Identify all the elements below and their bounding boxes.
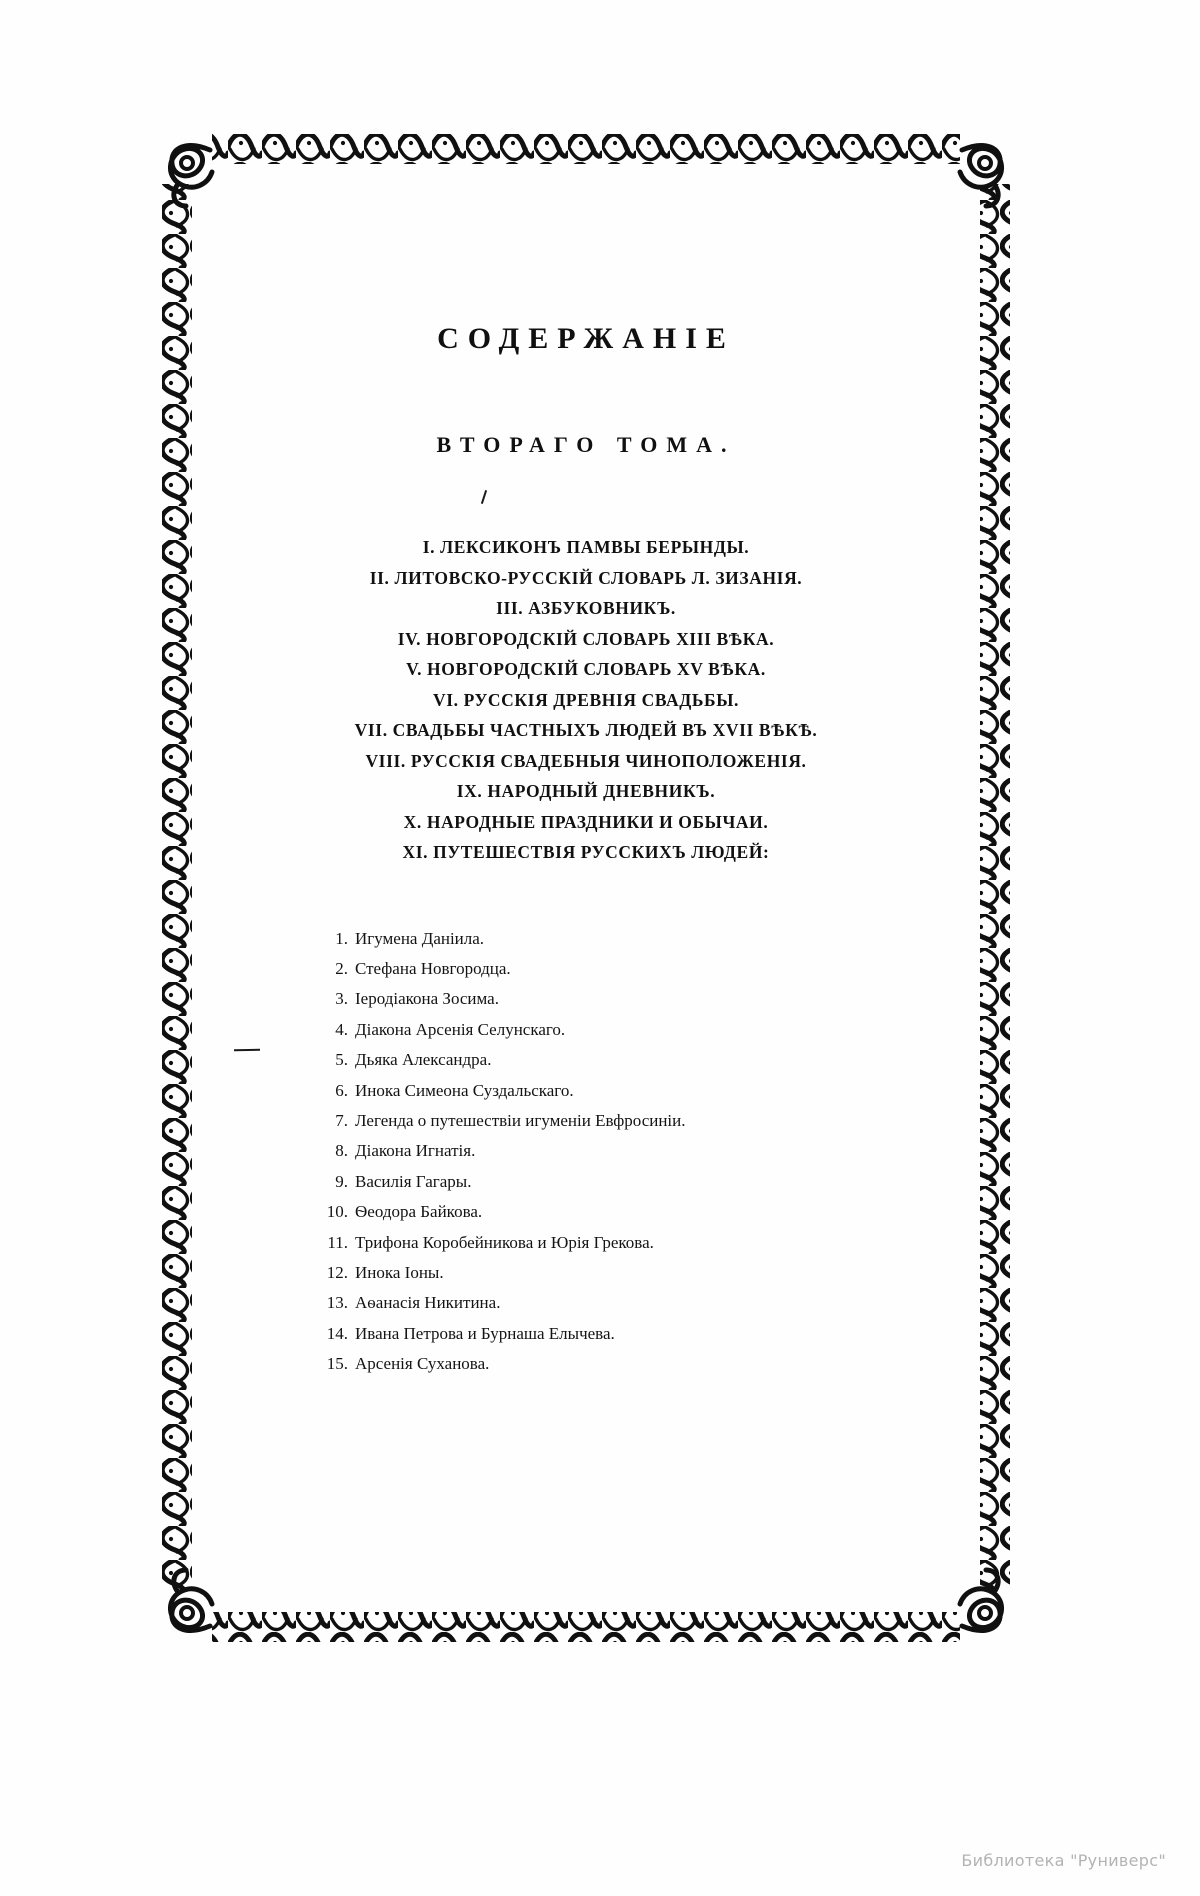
list-item <box>318 1319 972 1349</box>
list-item <box>318 1015 972 1045</box>
list-item: VI. РУССКІЯ ДРЕВНІЯ СВАДЬБЫ. <box>433 689 739 710</box>
list-item-label: Іеродіакона Зосима. <box>355 989 499 1009</box>
list-item <box>318 984 972 1014</box>
list-item: V. НОВГОРОДСКІЙ СЛОВАРЬ XV ВѢКА. <box>406 659 766 679</box>
list-item-label: Инока Симеона Суздальскаго. <box>355 1080 574 1100</box>
list-item-label: Трифона Коробейникова и Юрія Грекова. <box>355 1232 654 1252</box>
list-item: I. ЛЕКСИКОНЪ ПАМВЫ БЕРЫНДЫ. <box>422 537 750 557</box>
list-item <box>318 1045 972 1075</box>
list-item-number: 1. <box>335 928 348 948</box>
list-item <box>318 1197 972 1227</box>
list-item-label: Діакона Арсенія Селунскаго. <box>355 1019 566 1039</box>
list-item <box>318 1258 972 1288</box>
list-item-number: 3. <box>335 989 348 1009</box>
list-item: IV. НОВГОРОДСКІЙ СЛОВАРЬ XIII ВѢКА. <box>397 628 775 649</box>
stray-ink-mark <box>481 490 487 504</box>
list-item <box>318 1349 972 1379</box>
list-item <box>318 1228 972 1258</box>
list-item-label: Ѳеодора Байкова. <box>355 1202 483 1222</box>
list-item-label: Игумена Даніила. <box>355 928 485 948</box>
list-item <box>318 1136 972 1166</box>
list-item: VIII. РУССКІЯ СВАДЕБНЫЯ ЧИНОПОЛОЖЕНІЯ. <box>365 750 807 771</box>
list-item <box>318 1288 972 1318</box>
list-item-label: Арсенія Суханова. <box>355 1354 490 1374</box>
list-item: II. ЛИТОВСКО-РУССКІЙ СЛОВАРЬ Л. ЗИЗАНІЯ. <box>369 567 803 588</box>
list-item-number: 11. <box>327 1232 348 1252</box>
list-item: III. АЗБУКОВНИКЪ. <box>496 598 676 618</box>
list-item-number: 7. <box>335 1110 348 1130</box>
roman-numeral-list <box>200 532 972 868</box>
table-of-contents <box>200 172 972 1604</box>
list-item-number: 12. <box>326 1262 348 1282</box>
list-item-number: 8. <box>335 1141 348 1161</box>
list-item-label: Стефана Новгородца. <box>355 958 511 978</box>
list-item-label: Легенда о путешествіи игуменіи Евфросиніи. <box>355 1110 686 1130</box>
page-title: СОДЕРЖАНІЕ <box>437 322 735 355</box>
list-item-label: Инока Іоны. <box>355 1262 444 1282</box>
list-item-number: 10. <box>326 1202 348 1222</box>
list-item-label: Аѳанасія Никитина. <box>355 1293 501 1313</box>
list-item: XI. ПУТЕШЕСТВІЯ РУССКИХЪ ЛЮДЕЙ: <box>402 842 770 862</box>
list-item-label: Ивана Петрова и Бурнаша Елычева. <box>355 1323 615 1343</box>
list-item <box>318 954 972 984</box>
list-item: IX. НАРОДНЫЙ ДНЕВНИКЪ. <box>456 781 716 801</box>
list-item-number: 4. <box>335 1019 348 1039</box>
list-item-label: Діакона Игнатія. <box>355 1141 476 1161</box>
list-item-number: 14. <box>326 1323 348 1343</box>
list-item-number: 13. <box>326 1293 348 1313</box>
library-watermark: Библиотека "Руниверс" <box>961 1851 1166 1870</box>
page-subtitle: ВТОРАГО ТОМА. <box>436 432 736 457</box>
list-item <box>318 924 972 954</box>
list-item-number: 15. <box>326 1354 348 1374</box>
list-item-label: Василія Гагары. <box>355 1171 472 1191</box>
list-item <box>318 1076 972 1106</box>
list-item <box>318 1167 972 1197</box>
list-item: X. НАРОДНЫЕ ПРАЗДНИКИ И ОБЫЧАИ. <box>403 811 769 832</box>
list-item-number: 9. <box>335 1171 348 1191</box>
list-item-label: Дьяка Александра. <box>355 1050 492 1070</box>
list-item: VII. СВАДЬБЫ ЧАСТНЫХЪ ЛЮДЕЙ ВЪ XVII ВѢКѢ. <box>354 720 818 740</box>
list-item-number: 6. <box>335 1080 348 1100</box>
list-item <box>318 1106 972 1136</box>
list-item-number: 5. <box>335 1050 348 1070</box>
list-item-number: 2. <box>335 958 348 978</box>
numbered-list <box>200 924 972 1380</box>
